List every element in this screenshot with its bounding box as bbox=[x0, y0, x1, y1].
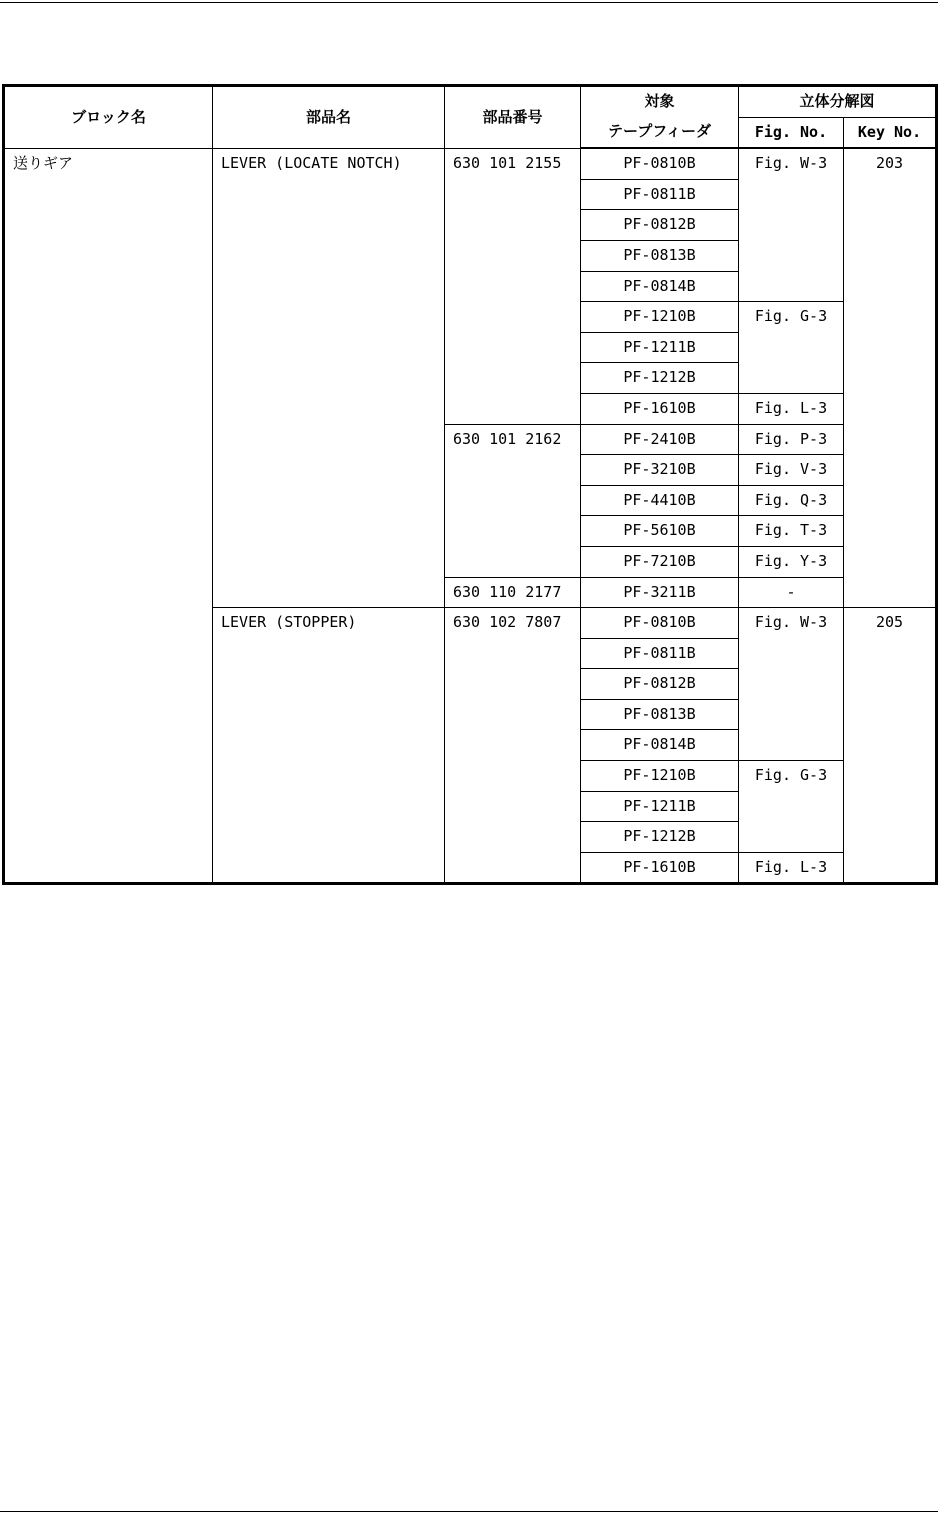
part-number-cell: 630 102 7807 bbox=[445, 608, 581, 884]
feeder-cell: PF-5610B bbox=[581, 516, 739, 547]
fig-no-cell: Fig. G-3 bbox=[739, 761, 844, 853]
fig-no-cell: Fig. G-3 bbox=[739, 302, 844, 394]
feeder-cell: PF-0810B bbox=[581, 148, 739, 179]
parts-table bbox=[2, 84, 938, 885]
key-no-cell: 205 bbox=[844, 608, 937, 884]
feeder-cell: PF-4410B bbox=[581, 485, 739, 516]
part-number-cell: 630 110 2177 bbox=[445, 577, 581, 608]
header-block-name: ブロック名 bbox=[4, 86, 213, 149]
feeder-cell: PF-1212B bbox=[581, 822, 739, 853]
feeder-cell: PF-1211B bbox=[581, 791, 739, 822]
key-no-cell: 203 bbox=[844, 148, 937, 607]
header-target-line1: 対象 bbox=[581, 86, 739, 118]
fig-no-cell: - bbox=[739, 577, 844, 608]
header-part-name: 部品名 bbox=[213, 86, 445, 149]
fig-no-cell: Fig. T-3 bbox=[739, 516, 844, 547]
feeder-cell: PF-0814B bbox=[581, 271, 739, 302]
feeder-cell: PF-1210B bbox=[581, 761, 739, 792]
feeder-cell: PF-1210B bbox=[581, 302, 739, 333]
table-body bbox=[4, 148, 937, 884]
feeder-cell: PF-7210B bbox=[581, 546, 739, 577]
fig-no-cell: Fig. L-3 bbox=[739, 393, 844, 424]
header-part-number: 部品番号 bbox=[445, 86, 581, 149]
fig-no-cell: Fig. Q-3 bbox=[739, 485, 844, 516]
part-name-cell: LEVER (LOCATE NOTCH) bbox=[213, 148, 445, 607]
fig-no-cell: Fig. L-3 bbox=[739, 852, 844, 884]
feeder-cell: PF-0812B bbox=[581, 210, 739, 241]
block-name-cell: 送りギア bbox=[4, 148, 213, 884]
feeder-cell: PF-0811B bbox=[581, 179, 739, 210]
feeder-cell: PF-1211B bbox=[581, 332, 739, 363]
part-number-cell: 630 101 2162 bbox=[445, 424, 581, 577]
fig-no-cell: Fig. Y-3 bbox=[739, 546, 844, 577]
feeder-cell: PF-0813B bbox=[581, 240, 739, 271]
part-number-cell: 630 101 2155 bbox=[445, 148, 581, 424]
top-rule bbox=[0, 2, 938, 3]
feeder-cell: PF-1212B bbox=[581, 363, 739, 394]
feeder-cell: PF-3211B bbox=[581, 577, 739, 608]
header-fig-no: Fig. No. bbox=[739, 117, 844, 148]
feeder-cell: PF-0813B bbox=[581, 699, 739, 730]
feeder-cell: PF-3210B bbox=[581, 455, 739, 486]
table-row bbox=[4, 148, 937, 179]
header-target-line2: テープフィーダ bbox=[581, 117, 739, 148]
bottom-rule bbox=[0, 1511, 938, 1512]
feeder-cell: PF-0812B bbox=[581, 669, 739, 700]
feeder-cell: PF-0814B bbox=[581, 730, 739, 761]
feeder-cell: PF-2410B bbox=[581, 424, 739, 455]
feeder-cell: PF-0811B bbox=[581, 638, 739, 669]
table-header bbox=[4, 86, 937, 149]
fig-no-cell: Fig. V-3 bbox=[739, 455, 844, 486]
fig-no-cell: Fig. W-3 bbox=[739, 148, 844, 301]
fig-no-cell: Fig. P-3 bbox=[739, 424, 844, 455]
part-name-cell: LEVER (STOPPER) bbox=[213, 608, 445, 884]
feeder-cell: PF-1610B bbox=[581, 393, 739, 424]
header-key-no: Key No. bbox=[844, 117, 937, 148]
feeder-cell: PF-1610B bbox=[581, 852, 739, 884]
header-exploded-view: 立体分解図 bbox=[739, 86, 937, 118]
fig-no-cell: Fig. W-3 bbox=[739, 608, 844, 761]
feeder-cell: PF-0810B bbox=[581, 608, 739, 639]
